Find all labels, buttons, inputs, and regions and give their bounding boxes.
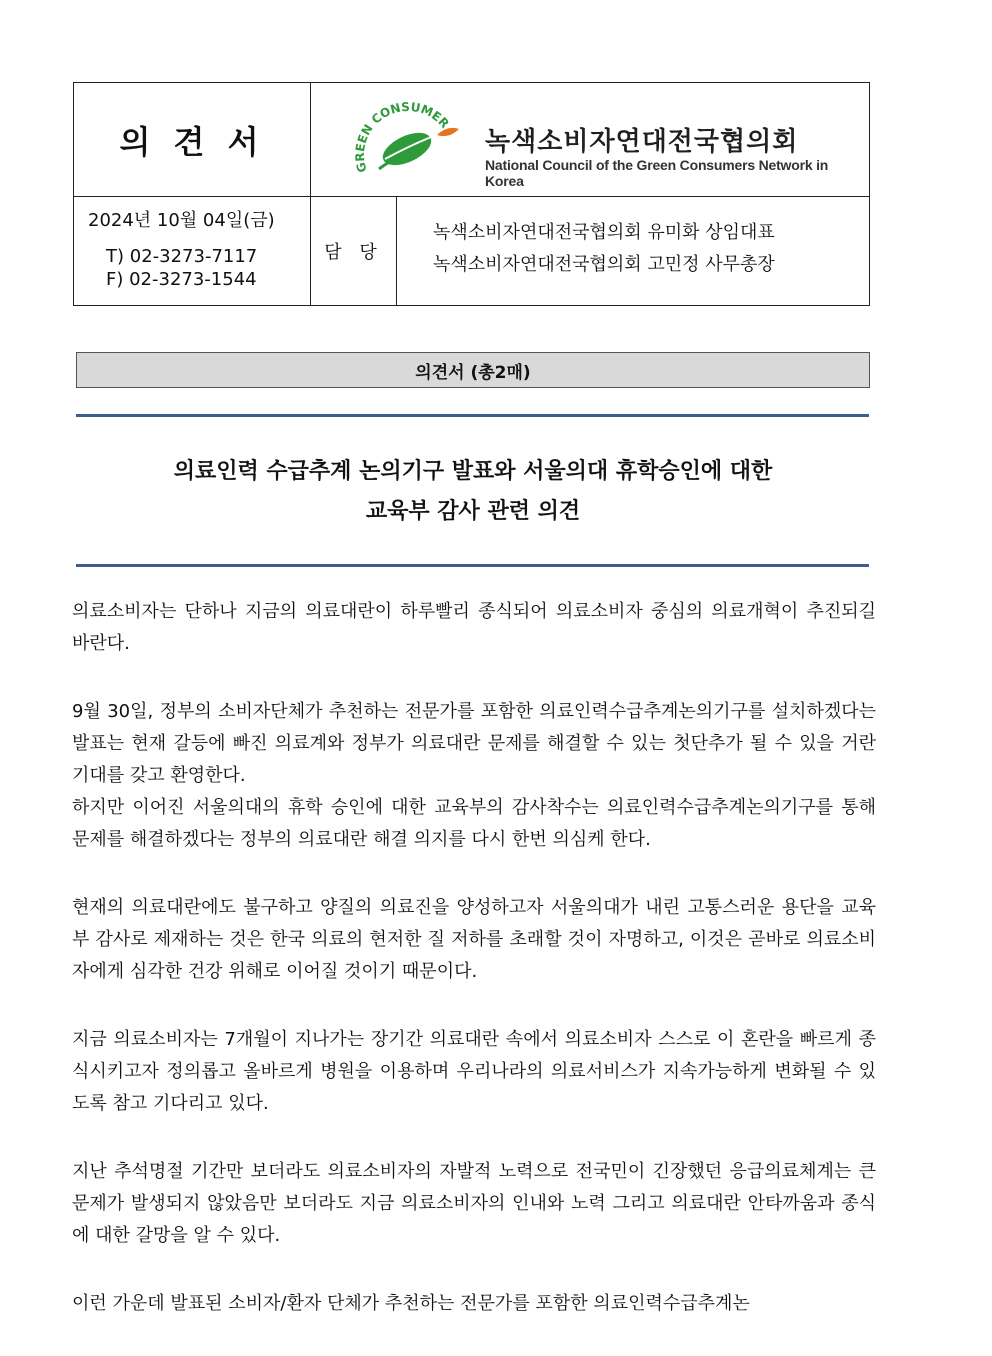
paragraph: 이런 가운데 발표된 소비자/환자 단체가 추천하는 전문가를 포함한 의료인력수급추계논 bbox=[72, 1293, 750, 1314]
paragraph: 지난 추석명절 기간만 보더라도 의료소비자의 자발적 노력으로 전국민이 긴장했던 응급의료체계는 큰 문제가 발생되지 않았음만 보더라도 지금 의료소비자의 인내와 노력 그리고 의료대란 안타까움과 종식에 대한 갈망을 알 수 있다. bbox=[72, 1161, 876, 1246]
contact-persons bbox=[397, 197, 869, 305]
date-contact-block bbox=[74, 197, 311, 305]
title-line: 의료인력 수급추계 논의기구 발표와 서울의대 휴학승인에 대한 bbox=[173, 459, 773, 484]
paragraph: 9월 30일, 정부의 소비자단체가 추천하는 전문가를 포함한 의료인력수급추계논의기구를 설치하겠다는 발표는 현재 갈등에 빠진 의료계와 정부가 의료대란 문제를 해결할 수 있는 첫단추가 될 수 있을 거란 기대를 갖고 환영한다. bbox=[72, 701, 876, 786]
contact-label: 담 당 bbox=[311, 197, 397, 305]
divider-bottom bbox=[76, 564, 869, 567]
logo-arc-text: GREEN CONSUMER bbox=[352, 99, 452, 174]
header-table bbox=[73, 82, 870, 306]
fax: F) 02-3273-1544 bbox=[106, 269, 257, 290]
green-consumer-logo-icon bbox=[349, 99, 469, 189]
paragraph: 현재의 의료대란에도 불구하고 양질의 의료진을 양성하고자 서울의대가 내린 고통스러운 용단을 교육부 감사로 제재하는 것은 한국 의료의 현저한 질 저하를 초래할 것이 자명하고, 이것은 곧바로 의료소비자에게 심각한 건강 위해로 이어질 것이기 때문이다. bbox=[72, 897, 876, 982]
issue-date: 2024년 10월 04일(금) bbox=[88, 210, 275, 231]
org-name-korean: 녹색소비자연대전국협의회 bbox=[485, 127, 799, 157]
contact-person: 녹색소비자연대전국협의회 유미화 상임대표 bbox=[433, 222, 775, 243]
doc-type-title: 의 견 서 bbox=[74, 83, 311, 197]
telephone: T) 02-3273-7117 bbox=[106, 246, 258, 267]
section-label-bar: 의견서 (총2매) bbox=[76, 352, 870, 388]
paragraph: 지금 의료소비자는 7개월이 지나가는 장기간 의료대란 속에서 의료소비자 스스로 이 혼란을 빠르게 종식시키고자 정의롭고 올바르게 병원을 이용하며 우리나라의 의료서비스가 지속가능하게 변화될 수 있도록 참고 기다리고 있다. bbox=[72, 1029, 876, 1114]
contact-person: 녹색소비자연대전국협의회 고민정 사무총장 bbox=[433, 254, 775, 275]
title-line: 교육부 감사 관련 의견 bbox=[365, 499, 581, 524]
divider-top bbox=[76, 414, 869, 417]
paragraph: 의료소비자는 단하나 지금의 의료대란이 하루빨리 종식되어 의료소비자 중심의 의료개혁이 추진되길 바란다. bbox=[72, 601, 876, 654]
org-logo-block bbox=[311, 83, 869, 197]
paragraph: 하지만 이어진 서울의대의 휴학 승인에 대한 교육부의 감사착수는 의료인력수급추계논의기구를 통해 문제를 해결하겠다는 정부의 의료대란 해결 의지를 다시 한번 의심케 한다. bbox=[72, 797, 876, 850]
body-text bbox=[72, 596, 876, 1356]
document-title bbox=[76, 452, 870, 532]
org-name-english: National Council of the Green Consumers Network in Korea bbox=[485, 157, 829, 189]
